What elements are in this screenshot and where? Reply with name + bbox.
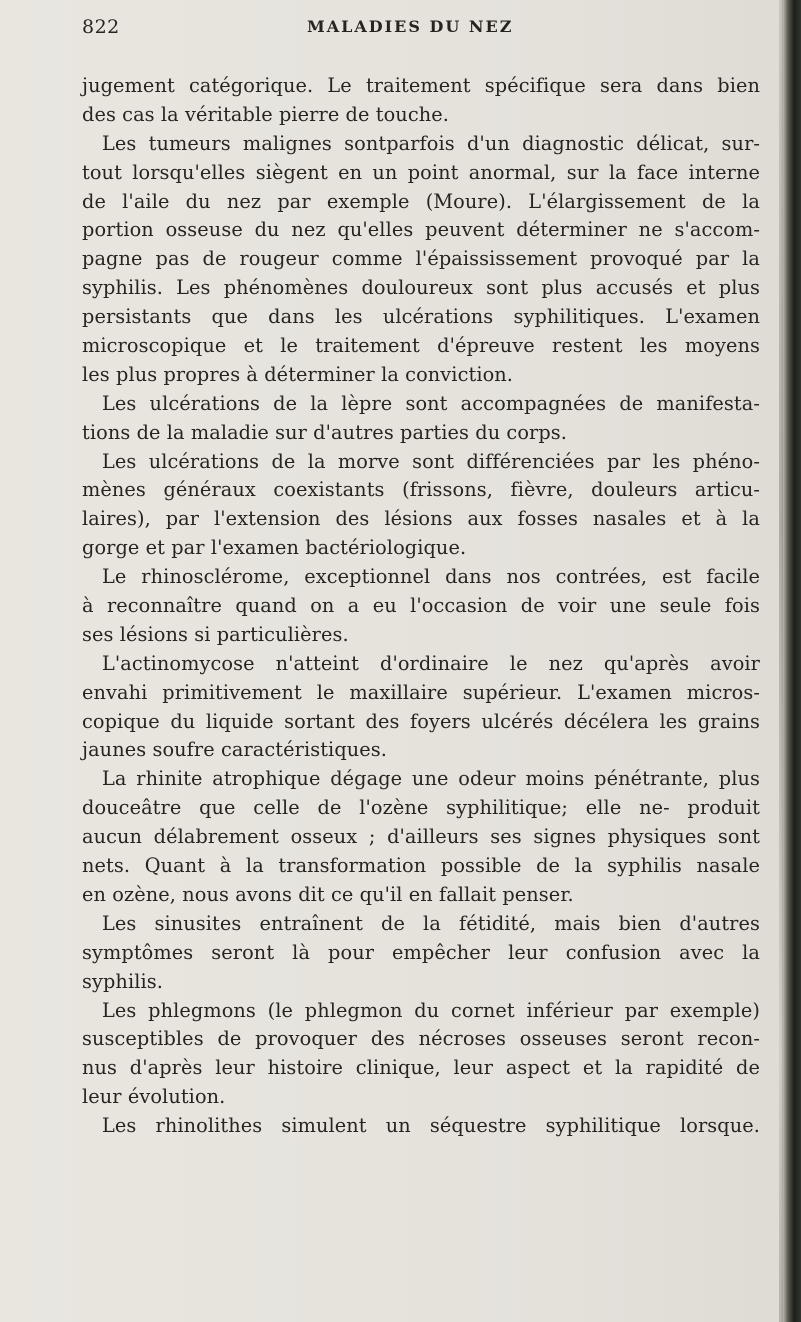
text-line: Le rhinosclérome, exceptionnel dans nos contrées, est facile	[102, 565, 760, 589]
binding-shadow	[781, 0, 801, 1322]
text-line: portion osseuse du nez qu'elles peuvent déterminer ne s'accom-	[82, 218, 760, 242]
text-line: persistants que dans les ulcérations syphilitiques. L'examen	[82, 305, 760, 329]
text-line: syphilis.	[82, 969, 163, 993]
text-line: Les ulcérations de la lèpre sont accompagnées de manifesta-	[102, 391, 760, 415]
text-line: gorge et par l'examen bactériologique.	[82, 536, 467, 560]
text-line: Les rhinolithes simulent un séquestre syphilitique lorsque.	[102, 1114, 760, 1138]
text-line: laires), par l'extension des lésions aux fosses nasales et à la	[82, 507, 760, 531]
text-line: tout lorsqu'elles siègent en un point anormal, sur la face interne	[82, 160, 760, 184]
text-line: nus d'après leur histoire clinique, leur aspect et la rapidité de	[82, 1056, 760, 1080]
text-line: nets. Quant à la transformation possible de la syphilis nasale	[82, 854, 760, 878]
text-line: jaunes soufre caractéristiques.	[82, 738, 388, 762]
running-title: MALADIES DU NEZ	[307, 17, 514, 36]
text-line: copique du liquide sortant des foyers ulcérés décélera les grains	[82, 709, 760, 733]
text-line: envahi primitivement le maxillaire supérieur. L'examen micros-	[82, 680, 760, 704]
text-line: La rhinite atrophique dégage une odeur moins pénétrante, plus	[102, 767, 760, 791]
text-line: leur évolution.	[82, 1085, 226, 1109]
text-line: Les phlegmons (le phlegmon du cornet inférieur par exemple)	[102, 998, 760, 1022]
text-line: Les sinusites entraînent de la fétidité, mais bien d'autres	[102, 911, 760, 935]
text-line: symptômes seront là pour empêcher leur confusion avec la	[82, 940, 760, 964]
text-line: pagne pas de rougeur comme l'épaississement provoqué par la	[82, 247, 760, 271]
text-line: Les ulcérations de la morve sont différenciées par les phéno-	[102, 449, 760, 473]
text-line: ses lésions si particulières.	[82, 622, 349, 646]
text-line: L'actinomycose n'atteint d'ordinaire le nez qu'après avoir	[102, 651, 760, 675]
page-header	[0, 14, 801, 44]
text-line: les plus propres à déterminer la conviction.	[82, 362, 514, 386]
text-line: douceâtre que celle de l'ozène syphilitique; elle ne- produit	[82, 796, 760, 820]
text-line: à reconnaître quand on a eu l'occasion de voir une seule fois	[82, 594, 760, 618]
text-line: aucun délabrement osseux ; d'ailleurs ses signes physiques sont	[82, 825, 760, 849]
text-line: en ozène, nous avons dit ce qu'il en fallait penser.	[82, 882, 574, 906]
text-line: Les tumeurs malignes sontparfois d'un diagnostic délicat, sur-	[102, 131, 760, 155]
text-line: des cas la véritable pierre de touche.	[82, 102, 449, 126]
text-line: syphilis. Les phénomènes douloureux sont plus accusés et plus	[82, 276, 760, 300]
text-line: susceptibles de provoquer des nécroses osseuses seront recon-	[82, 1027, 760, 1051]
body-text	[82, 72, 760, 1141]
text-line: mènes généraux coexistants (frissons, fièvre, douleurs articu-	[82, 478, 760, 502]
page-number: 822	[82, 16, 120, 38]
text-line: tions de la maladie sur d'autres parties du corps.	[82, 420, 568, 444]
text-line: microscopique et le traitement d'épreuve restent les moyens	[82, 334, 760, 358]
text-line: de l'aile du nez par exemple (Moure). L'élargissement de la	[82, 189, 760, 213]
text-line: jugement catégorique. Le traitement spécifique sera dans bien	[82, 74, 760, 97]
